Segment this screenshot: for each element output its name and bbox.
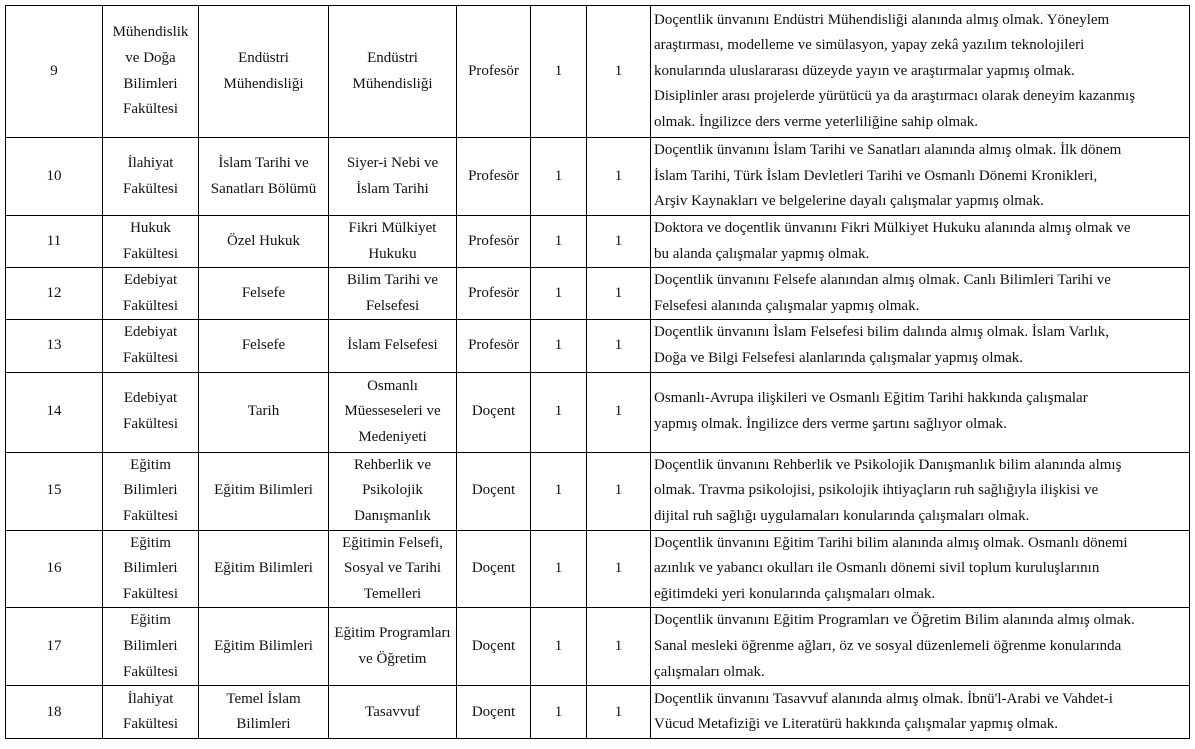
row-number: 17	[6, 608, 103, 686]
table-body	[6, 6, 1190, 739]
title-cell: Profesör	[457, 320, 531, 372]
requirement-line: olmak. İngilizce ders verme yeterliliğine sahip olmak.	[654, 113, 979, 130]
requirement-line: Doçentlik ünvanını Eğitim Programları ve Öğretim Bilim alanında almış olmak.	[654, 612, 1135, 629]
count-cell: 1	[531, 530, 587, 608]
department-cell: Eğitim Bilimleri	[199, 452, 329, 530]
requirement-line: konularında uluslararası düzeyde yayın ve araştırmalar yapmış olmak.	[654, 62, 1075, 79]
table-row	[6, 138, 1190, 216]
count-cell: 1	[587, 6, 651, 138]
row-number: 16	[6, 530, 103, 608]
count-cell: 1	[531, 216, 587, 268]
faculty-cell: Edebiyat Fakültesi	[103, 320, 199, 372]
faculty-cell: Edebiyat Fakültesi	[103, 372, 199, 452]
field-cell: Endüstri Mühendisliği	[329, 6, 457, 138]
faculty-cell: Edebiyat Fakültesi	[103, 268, 199, 320]
requirement-line: Doçentlik ünvanını Rehberlik ve Psikolojik Danışmanlık bilim alanında almış	[654, 456, 1122, 473]
requirement-line: dijital ruh sağlığı uygulamaları konularında çalışmaları olmak.	[654, 507, 1030, 524]
title-cell: Doçent	[457, 686, 531, 739]
faculty-cell: İlahiyat Fakültesi	[103, 138, 199, 216]
count-cell: 1	[531, 686, 587, 739]
count-cell: 1	[587, 138, 651, 216]
requirements-cell	[651, 608, 1190, 686]
requirement-line: Doçentlik ünvanını İslam Felsefesi bilim dalında almış olmak. İslam Varlık,	[654, 324, 1110, 341]
requirement-line: azınlık ve yabancı okulları ile Osmanlı dönemi sivil toplum kuruluşlarının	[654, 560, 1100, 577]
title-cell: Doçent	[457, 530, 531, 608]
faculty-cell: Eğitim Bilimleri Fakültesi	[103, 608, 199, 686]
title-cell: Profesör	[457, 138, 531, 216]
title-cell: Doçent	[457, 452, 531, 530]
requirements-cell	[651, 320, 1190, 372]
requirement-line: Doçentlik ünvanını Felsefe alanından almış olmak. Canlı Bilimleri Tarihi ve	[654, 272, 1111, 289]
row-number: 11	[6, 216, 103, 268]
table-row	[6, 530, 1190, 608]
count-cell: 1	[587, 452, 651, 530]
department-cell: Temel İslam Bilimleri	[199, 686, 329, 739]
count-cell: 1	[531, 608, 587, 686]
requirement-line: bu alanda çalışmalar yapmış olmak.	[654, 245, 870, 262]
faculty-cell: Hukuk Fakültesi	[103, 216, 199, 268]
title-cell: Profesör	[457, 216, 531, 268]
count-cell: 1	[531, 452, 587, 530]
count-cell: 1	[587, 686, 651, 739]
requirement-line: Osmanlı-Avrupa ilişkileri ve Osmanlı Eğitim Tarihi hakkında çalışmalar	[654, 390, 1088, 407]
requirement-line: Doğa ve Bilgi Felsefesi alanlarında çalışmalar yapmış olmak.	[654, 349, 1024, 366]
requirements-cell	[651, 6, 1190, 138]
requirement-line: Doktora ve doçentlik ünvanını Fikri Mülkiyet Hukuku alanında almış olmak ve	[654, 220, 1131, 236]
requirements-cell	[651, 268, 1190, 320]
department-cell: Tarih	[199, 372, 329, 452]
title-cell: Profesör	[457, 6, 531, 138]
requirement-line: Vücud Metafiziği ve Literatürü hakkında çalışmalar yapmış olmak.	[654, 716, 1059, 733]
department-cell: Özel Hukuk	[199, 216, 329, 268]
row-number: 10	[6, 138, 103, 216]
department-cell: Eğitim Bilimleri	[199, 608, 329, 686]
count-cell: 1	[531, 6, 587, 138]
table-row	[6, 608, 1190, 686]
field-cell: Osmanlı Müesseseleri ve Medeniyeti	[329, 372, 457, 452]
faculty-cell: Eğitim Bilimleri Fakültesi	[103, 452, 199, 530]
requirement-line: Arşiv Kaynakları ve belgelerine dayalı çalışmalar yapmış olmak.	[654, 193, 1044, 210]
requirement-line: yapmış olmak. İngilizce ders verme şartını sağlıyor olmak.	[654, 416, 1007, 433]
faculty-cell: Mühendislik ve Doğa Bilimleri Fakültesi	[103, 6, 199, 138]
row-number: 12	[6, 268, 103, 320]
department-cell: Eğitim Bilimleri	[199, 530, 329, 608]
requirement-line: araştırması, modelleme ve simülasyon, yapay zekâ yazılım teknolojileri	[654, 37, 1085, 54]
field-cell: Eğitimin Felsefi, Sosyal ve Tarihi Temelleri	[329, 530, 457, 608]
table-row	[6, 268, 1190, 320]
department-cell: İslam Tarihi ve Sanatları Bölümü	[199, 138, 329, 216]
row-number: 15	[6, 452, 103, 530]
count-cell: 1	[587, 268, 651, 320]
count-cell: 1	[587, 530, 651, 608]
requirement-line: İslam Tarihi, Türk İslam Devletleri Tarihi ve Osmanlı Dönemi Kronikleri,	[654, 167, 1098, 184]
requirement-line: çalışmaları olmak.	[654, 663, 765, 680]
title-cell: Doçent	[457, 372, 531, 452]
requirement-line: eğitimdeki yeri konularında çalışmaları olmak.	[654, 585, 936, 602]
title-cell: Profesör	[457, 268, 531, 320]
positions-table	[5, 5, 1190, 739]
requirements-cell	[651, 372, 1190, 452]
requirements-cell	[651, 216, 1190, 268]
table-row	[6, 320, 1190, 372]
row-number: 18	[6, 686, 103, 739]
table-row	[6, 372, 1190, 452]
requirements-cell	[651, 138, 1190, 216]
requirements-cell	[651, 530, 1190, 608]
row-number: 9	[6, 6, 103, 138]
field-cell: Bilim Tarihi ve Felsefesi	[329, 268, 457, 320]
field-cell: İslam Felsefesi	[329, 320, 457, 372]
requirement-line: Doçentlik ünvanını İslam Tarihi ve Sanatları alanında almış olmak. İlk dönem	[654, 142, 1122, 159]
count-cell: 1	[531, 320, 587, 372]
field-cell: Tasavvuf	[329, 686, 457, 739]
requirement-line: Felsefesi alanında çalışmalar yapmış olmak.	[654, 297, 920, 314]
field-cell: Fikri Mülkiyet Hukuku	[329, 216, 457, 268]
count-cell: 1	[531, 372, 587, 452]
requirement-line: Doçentlik ünvanını Tasavvuf alanında almış olmak. İbnü'l-Arabi ve Vahdet-i	[654, 690, 1113, 707]
count-cell: 1	[587, 216, 651, 268]
field-cell: Rehberlik ve Psikolojik Danışmanlık	[329, 452, 457, 530]
table-row	[6, 452, 1190, 530]
requirement-line: Disiplinler arası projelerde yürütücü ya da araştırmacı olarak deneyim kazanmış	[654, 88, 1136, 105]
field-cell: Siyer-i Nebi ve İslam Tarihi	[329, 138, 457, 216]
requirements-cell	[651, 452, 1190, 530]
faculty-cell: İlahiyat Fakültesi	[103, 686, 199, 739]
faculty-cell: Eğitim Bilimleri Fakültesi	[103, 530, 199, 608]
count-cell: 1	[587, 320, 651, 372]
row-number: 14	[6, 372, 103, 452]
count-cell: 1	[587, 608, 651, 686]
requirement-line: Doçentlik ünvanını Eğitim Tarihi bilim alanında almış olmak. Osmanlı dönemi	[654, 534, 1128, 551]
count-cell: 1	[531, 138, 587, 216]
count-cell: 1	[587, 372, 651, 452]
table-row	[6, 6, 1190, 138]
table-row	[6, 686, 1190, 739]
count-cell: 1	[531, 268, 587, 320]
department-cell: Felsefe	[199, 268, 329, 320]
title-cell: Doçent	[457, 608, 531, 686]
row-number: 13	[6, 320, 103, 372]
requirement-line: Sanal mesleki öğrenme ağları, öz ve sosyal düzenlemeli öğrenme konularında	[654, 638, 1122, 655]
department-cell: Felsefe	[199, 320, 329, 372]
requirements-cell	[651, 686, 1190, 739]
requirement-line: olmak. Travma psikolojisi, psikolojik ihtiyaçların ruh sağlığıyla ilişkisi ve	[654, 482, 1099, 499]
table-row	[6, 216, 1190, 268]
field-cell: Eğitim Programları ve Öğretim	[329, 608, 457, 686]
department-cell: Endüstri Mühendisliği	[199, 6, 329, 138]
requirement-line: Doçentlik ünvanını Endüstri Mühendisliği alanında almış olmak. Yöneylem	[654, 11, 1110, 28]
